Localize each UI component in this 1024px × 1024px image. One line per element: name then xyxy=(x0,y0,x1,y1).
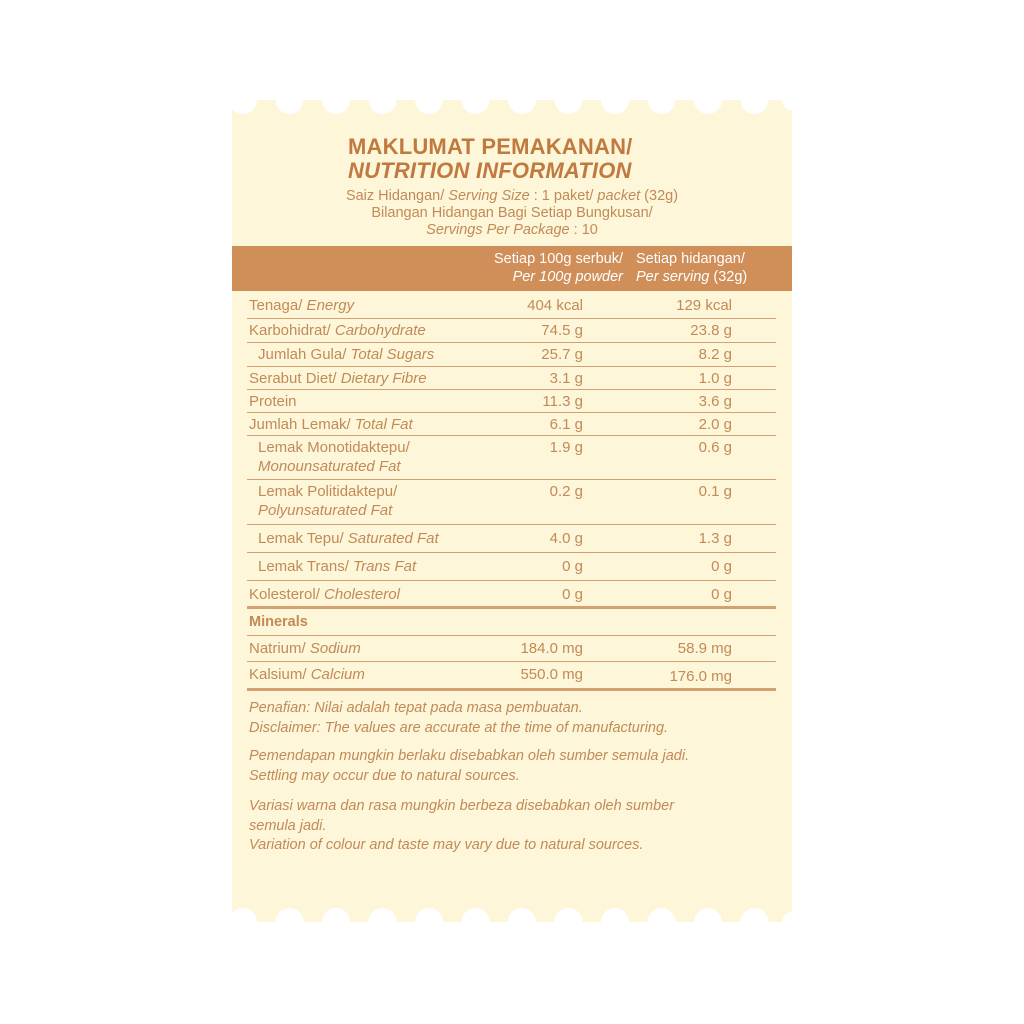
value-per-100g: 25.7 g xyxy=(541,346,583,363)
nutrient-name-en: Energy xyxy=(302,297,355,314)
value-per-serving: 129 kcal xyxy=(676,297,732,314)
settling-note xyxy=(249,747,789,786)
nutrient-name-ms: Lemak Trans/ xyxy=(258,558,349,575)
value-per-100g: 3.1 g xyxy=(549,370,583,387)
title-english: NUTRITION INFORMATION xyxy=(348,158,632,183)
header-per-100g-en: Per 100g powder xyxy=(512,269,623,285)
value-per-serving: 0 g xyxy=(711,586,732,603)
value-per-serving: 2.0 g xyxy=(698,416,732,433)
header-per-serving-ms: Setiap hidangan/ xyxy=(636,251,745,267)
nutrient-name-ms: Lemak Politidaktepu/ xyxy=(258,483,398,500)
nutrient-name-en: Total Sugars xyxy=(346,346,435,363)
table-row-trans-fat xyxy=(247,553,776,581)
servings-per-package-line xyxy=(232,222,792,239)
value-per-100g: 1.9 g xyxy=(549,439,583,456)
value-per-100g: 404 kcal xyxy=(527,297,583,314)
variation-malay-line-1: Variasi warna dan rasa mungkin berbeza disebabkan oleh sumber xyxy=(249,798,675,814)
nutrient-name xyxy=(249,296,354,315)
nutrient-name xyxy=(258,345,434,364)
nutrient-name xyxy=(249,585,400,604)
value-per-100g: 0 g xyxy=(562,558,583,575)
value-per-100g: 550.0 mg xyxy=(520,666,583,683)
nutrient-name xyxy=(258,557,416,576)
table-row-cholesterol xyxy=(247,581,776,609)
value-per-serving: 8.2 g xyxy=(698,346,732,363)
disclaimer-note xyxy=(249,699,789,738)
nutrient-name xyxy=(249,321,426,340)
nutrient-name-en: Polyunsaturated Fat xyxy=(258,502,393,519)
nutrient-name-ms: Protein xyxy=(249,393,297,410)
servings-per-package-label-en: Servings Per Package xyxy=(426,222,570,238)
nutrient-name-en: Calcium xyxy=(306,666,365,683)
nutrient-name-ms: Kalsium/ xyxy=(249,666,307,683)
value-per-serving: 0 g xyxy=(711,558,732,575)
nutrient-name xyxy=(249,392,297,411)
value-per-serving: 0.1 g xyxy=(698,483,732,500)
nutrient-name-en: Carbohydrate xyxy=(330,322,426,339)
value-per-serving: 23.8 g xyxy=(690,322,732,339)
nutrient-name-ms: Lemak Monotidaktepu/ xyxy=(258,439,410,456)
nutrient-name-ms: Karbohidrat/ xyxy=(249,322,331,339)
value-per-100g: 11.3 g xyxy=(542,393,583,410)
nutrient-name-ms: Natrium/ xyxy=(249,640,306,657)
table-row-monounsaturated-fat xyxy=(247,436,776,480)
settling-english: Settling may occur due to natural sources. xyxy=(249,767,520,784)
nutrient-name-ms: Tenaga/ xyxy=(249,297,303,314)
table-row-saturated-fat xyxy=(247,525,776,553)
table-row-total-sugars xyxy=(247,343,776,367)
nutrient-name xyxy=(249,415,413,434)
table-row-carbohydrate xyxy=(247,319,776,343)
title-malay: MAKLUMAT PEMAKANAN/ xyxy=(348,134,633,159)
header-per-100g xyxy=(494,250,623,286)
table-row-calcium xyxy=(247,662,776,691)
nutrient-name-en: Monounsaturated Fat xyxy=(258,458,401,475)
scalloped-top-edge xyxy=(232,100,792,120)
table-row-sodium xyxy=(247,636,776,662)
nutrient-name-en: Saturated Fat xyxy=(343,530,439,547)
nutrient-name xyxy=(258,529,439,548)
value-per-serving: 3.6 g xyxy=(698,393,732,410)
nutrient-name-en: Dietary Fibre xyxy=(336,370,427,387)
table-header xyxy=(232,246,792,291)
header-per-100g-ms: Setiap 100g serbuk/ xyxy=(494,251,623,267)
value-per-serving: 1.3 g xyxy=(698,530,732,547)
value-per-100g: 6.1 g xyxy=(549,416,583,433)
value-per-100g: 0.2 g xyxy=(549,483,583,500)
value-per-100g: 184.0 mg xyxy=(520,640,583,657)
nutrition-table xyxy=(247,296,776,691)
scalloped-bottom-edge xyxy=(232,902,792,922)
nutrient-name-en: Sodium xyxy=(305,640,361,657)
table-row-energy xyxy=(247,296,776,319)
value-per-100g: 0 g xyxy=(562,586,583,603)
value-per-serving: 1.0 g xyxy=(698,370,732,387)
nutrient-name-en: Cholesterol xyxy=(319,586,400,603)
table-row-total-fat xyxy=(247,413,776,436)
nutrient-name-ms: Lemak Tepu/ xyxy=(258,530,344,547)
serving-size-line xyxy=(232,188,792,205)
value-per-100g: 4.0 g xyxy=(549,530,583,547)
nutrient-name-en: Total Fat xyxy=(350,416,413,433)
nutrient-name xyxy=(249,665,365,684)
table-row-protein xyxy=(247,390,776,413)
value-per-serving: 0.6 g xyxy=(698,439,732,456)
variation-malay-line-2: semula jadi. xyxy=(249,817,327,834)
nutrient-name-ms: Jumlah Lemak/ xyxy=(249,416,351,433)
nutrient-name-ms: Serabut Diet/ xyxy=(249,370,337,387)
table-row-dietary-fibre xyxy=(247,367,776,390)
serving-size-label-en: Serving Size xyxy=(444,188,530,204)
servings-per-package-value: : 10 xyxy=(569,222,598,238)
minerals-section-heading: Minerals xyxy=(249,614,308,630)
serving-size-label-ms: Saiz Hidangan/ xyxy=(345,188,445,204)
variation-note xyxy=(249,797,789,856)
settling-malay: Pemendapan mungkin berlaku disebabkan oleh sumber semula jadi. xyxy=(249,748,690,764)
value-per-100g: 74.5 g xyxy=(541,322,583,339)
header-per-serving-unit: (32g) xyxy=(709,269,748,285)
header-per-serving-line xyxy=(636,268,747,286)
nutrient-name-en: Trans Fat xyxy=(348,558,417,575)
nutrient-name-ms: Jumlah Gula/ xyxy=(258,346,347,363)
nutrient-name xyxy=(258,438,410,476)
serving-size-grams: (32g) xyxy=(640,188,679,204)
disclaimer-malay: Penafian: Nilai adalah tepat pada masa pembuatan. xyxy=(249,700,583,716)
nutrient-name-ms: Kolesterol/ xyxy=(249,586,320,603)
nutrient-name xyxy=(258,482,397,520)
table-row-polyunsaturated-fat xyxy=(247,480,776,525)
disclaimer-english: Disclaimer: The values are accurate at the time of manufacturing. xyxy=(249,719,669,736)
header-per-serving xyxy=(636,250,747,286)
serving-size-value: : 1 paket/ xyxy=(529,188,594,204)
serving-size-unit-en: packet xyxy=(593,188,641,204)
header-per-serving-en: Per serving xyxy=(636,269,710,285)
variation-english: Variation of colour and taste may vary due to natural sources. xyxy=(249,837,644,853)
servings-per-package-label-ms: Bilangan Hidangan Bagi Setiap Bungkusan/ xyxy=(371,205,653,221)
value-per-serving: 176.0 mg xyxy=(669,668,732,685)
table-row-minerals-heading xyxy=(247,609,776,636)
nutrient-name xyxy=(249,369,427,388)
serving-info xyxy=(232,188,792,239)
value-per-serving: 58.9 mg xyxy=(677,640,732,657)
nutrient-name xyxy=(249,639,361,658)
